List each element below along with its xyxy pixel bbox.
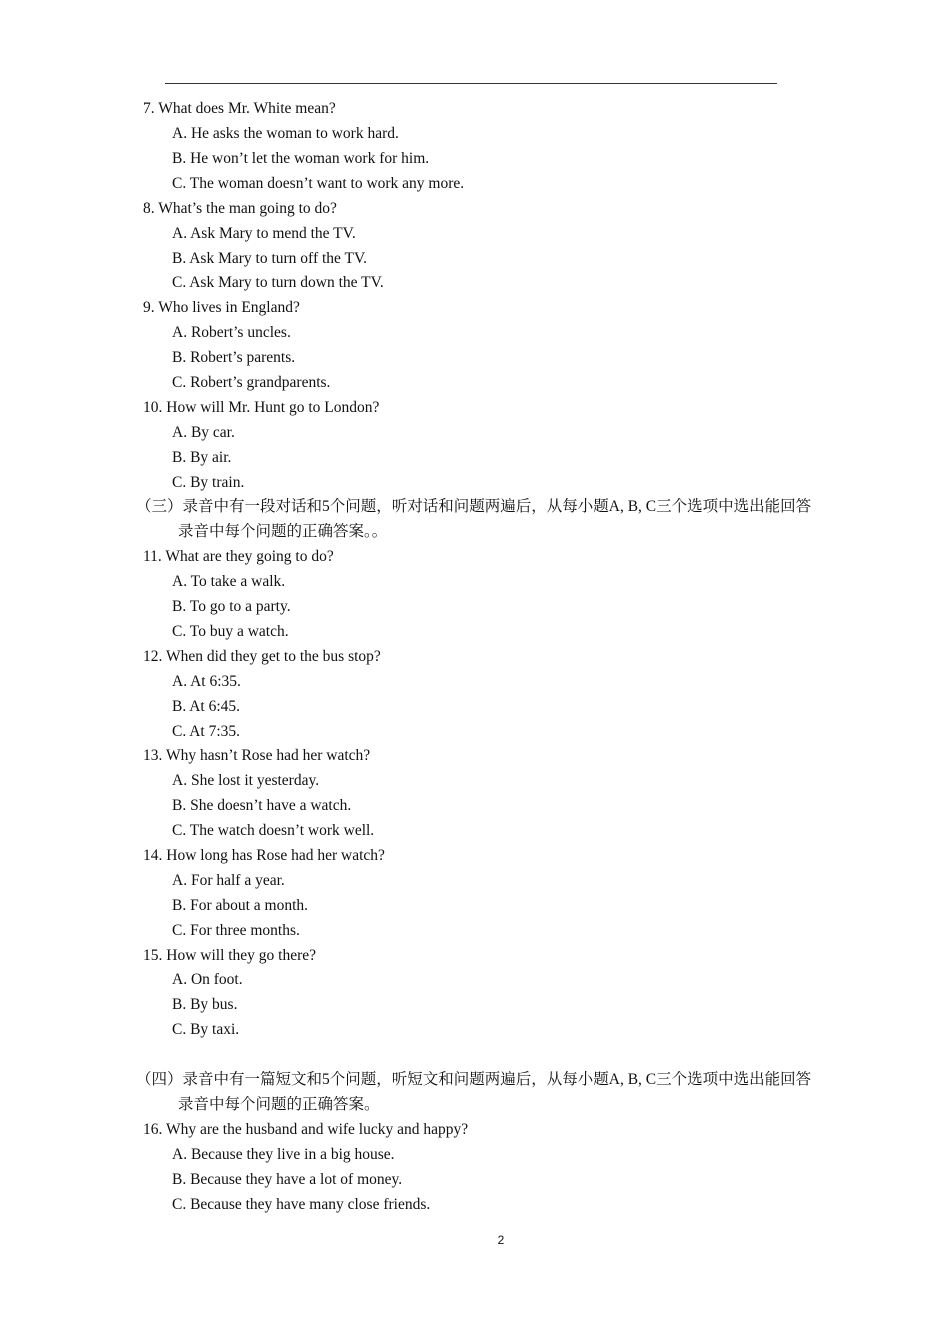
page-number: 2 [497,1233,505,1247]
question-14: 14. How long has Rose had her watch? [143,847,385,864]
section-3-instructions: （三）录音中有一段对话和5个问题，听对话和问题两遍后，从每小题A, B, C三个选项中选出能回答 [136,498,812,515]
header-rule [165,83,777,84]
option-7c: C. The woman doesn’t want to work any more. [172,175,465,192]
option-9b: B. Robert’s parents. [172,349,296,366]
question-7: 7. What does Mr. White mean? [143,100,336,117]
question-11: 11. What are they going to do? [143,548,334,565]
option-14c: C. For three months. [172,922,300,939]
question-16: 16. Why are the husband and wife lucky and happy? [143,1121,469,1138]
option-14a: A. For half a year. [172,872,285,889]
question-10: 10. How will Mr. Hunt go to London? [143,399,380,416]
option-11b: B. To go to a party. [172,598,291,615]
option-12c: C. At 7:35. [172,723,241,740]
question-13: 13. Why hasn’t Rose had her watch? [143,747,371,764]
option-13b: B. She doesn’t have a watch. [172,797,352,814]
option-7b: B. He won’t let the woman work for him. [172,150,430,167]
option-10b: B. By air. [172,449,232,466]
option-8c: C. Ask Mary to turn down the TV. [172,274,384,291]
option-8b: B. Ask Mary to turn off the TV. [172,250,368,267]
option-7a: A. He asks the woman to work hard. [172,125,399,142]
option-13c: C. The watch doesn’t work well. [172,822,375,839]
question-12: 12. When did they get to the bus stop? [143,648,381,665]
question-15: 15. How will they go there? [143,947,317,964]
option-11a: A. To take a walk. [172,573,286,590]
option-10a: A. By car. [172,424,235,441]
option-12b: B. At 6:45. [172,698,241,715]
section-3-instructions-cont: 录音中每个问题的正确答案。。 [178,523,388,540]
option-9c: C. Robert’s grandparents. [172,374,331,391]
option-16b: B. Because they have a lot of money. [172,1171,403,1188]
option-15a: A. On foot. [172,971,243,988]
option-16a: A. Because they live in a big house. [172,1146,395,1163]
question-8: 8. What’s the man going to do? [143,200,337,217]
option-14b: B. For about a month. [172,897,309,914]
option-16c: C. Because they have many close friends. [172,1196,431,1213]
question-9: 9. Who lives in England? [143,299,300,316]
option-10c: C. By train. [172,474,245,491]
section-4-instructions-cont: 录音中每个问题的正确答案。 [178,1096,380,1113]
option-15b: B. By bus. [172,996,238,1013]
option-11c: C. To buy a watch. [172,623,289,640]
option-9a: A. Robert’s uncles. [172,324,291,341]
section-4-instructions: （四）录音中有一篇短文和5个问题，听短文和问题两遍后，从每小题A, B, C三个选项中选出能回答 [136,1071,812,1088]
option-8a: A. Ask Mary to mend the TV. [172,225,356,242]
option-15c: C. By taxi. [172,1021,240,1038]
option-13a: A. She lost it yesterday. [172,772,320,789]
option-12a: A. At 6:35. [172,673,241,690]
